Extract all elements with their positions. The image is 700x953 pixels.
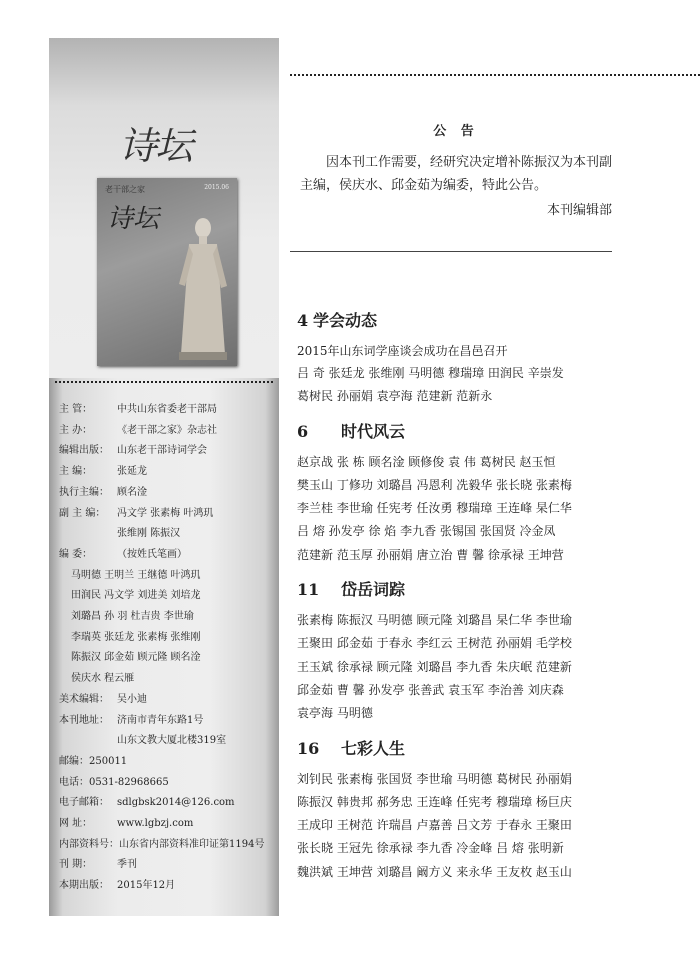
credit-address-cont: 山东文教大厦北楼319室 (117, 735, 227, 747)
credit-issue-date: 本期出版： 2015年12月 (59, 880, 176, 892)
credit-sponsor: 主 办： 《老干部之家》杂志社 (59, 424, 217, 436)
board-line: 田润民 冯文学 刘进美 刘培龙 (71, 590, 201, 602)
board-line: 刘璐昌 孙 羽 杜吉贵 李世瑜 (71, 611, 194, 623)
announcement-body: 因本刊工作需要，经研究决定增补陈振汉为本刊副主编，侯庆水、邱金茹为编委，特此公告。 (300, 155, 613, 193)
credit-permit: 内部资料号：山东省内部资料准印证第1194号 (59, 838, 265, 850)
statue-figure-icon (175, 214, 231, 364)
table-of-contents (297, 308, 637, 894)
credit-supervisor: 主 管： 中共山东省委老干部局 (59, 404, 217, 415)
toc-authors-line: 赵京战 张 栋 顾名淦 顾修俊 袁 伟 葛树民 赵玉恒 (297, 454, 556, 469)
board-line: 马明德 王明兰 王继德 叶鸿玑 (71, 569, 201, 581)
toc-authors-line: 袁亭海 马明德 (297, 706, 373, 721)
toc-section (297, 736, 637, 884)
cover-title: 诗坛 (107, 204, 160, 234)
toc-authors-line: 范建新 范玉厚 孙丽娟 唐立治 曹 馨 徐承禄 王坤营 (297, 547, 564, 562)
toc-section-heading: 11 岱岳词踪 (297, 580, 406, 600)
toc-authors-line: 吕 熔 孙发亭 徐 焰 李九香 张锡国 张国贤 冷金凤 (297, 524, 556, 539)
credit-email: 电子邮箱： sdlgbsk2014@126.com (59, 797, 235, 809)
credit-exec-editor: 执行主编： 顾名淦 (59, 486, 147, 498)
toc-section (297, 419, 637, 567)
board-line: 陈振汉 邱金茹 顾元隆 顾名淦 (71, 652, 201, 664)
cover-image (97, 178, 237, 366)
cover-issue: 2015.06 (204, 184, 229, 191)
credit-editor: 主 编： 张延龙 (59, 466, 147, 478)
toc-authors-line: 王聚田 邱金茹 于春永 李红云 王树范 孙丽娟 毛学校 (297, 636, 572, 651)
announcement (300, 120, 612, 218)
toc-authors-line: 张素梅 陈振汉 马明德 顾元隆 刘璐昌 杲仁华 李世瑜 (297, 613, 572, 628)
magazine-logo: 诗坛 (119, 124, 192, 168)
credit-address: 本刊地址： 济南市青年东路1号 (59, 714, 204, 726)
toc-section-heading: 16 七彩人生 (297, 738, 406, 758)
masthead-credits (59, 400, 274, 897)
top-divider (290, 74, 700, 76)
credit-deputy-cont: 张维刚 陈振汉 (117, 528, 181, 540)
announcement-rule (290, 251, 612, 252)
toc-authors-line: 魏洪斌 王坤营 刘璐昌 阚方义 来永华 王友枚 赵玉山 (297, 864, 572, 879)
sidebar (49, 38, 279, 916)
toc-section-heading: 6 时代风云 (297, 421, 406, 441)
toc-authors-line: 陈振汉 韩贵邦 郝务忠 王连峰 任宪考 穆瑞璋 杨巨庆 (297, 794, 572, 809)
credit-phone: 电话：0531-82968665 (59, 776, 169, 788)
toc-authors-line: 吕 奇 张廷龙 张维刚 马明德 穆瑞璋 田润民 辛崇发 (297, 366, 564, 380)
sidebar-divider (55, 381, 273, 383)
toc-authors-line: 刘钊民 张素梅 张国贤 李世瑜 马明德 葛树民 孙丽娟 (297, 771, 572, 786)
credit-board: 编 委： （按姓氏笔画） (59, 548, 187, 560)
credit-publisher: 编辑出版： 山东老干部诗词学会 (59, 445, 207, 457)
toc-authors-line: 李兰桂 李世瑜 任宪考 任汝勇 穆瑞璋 王连峰 杲仁华 (297, 501, 572, 516)
toc-authors-line: 王成印 王树范 许瑞昌 卢嘉善 吕文芳 于春永 王聚田 (297, 818, 572, 833)
board-line: 李瑞英 张廷龙 张素梅 张维刚 (71, 631, 201, 643)
board-line: 侯庆水 程云雁 (71, 673, 135, 685)
credit-deputy: 副 主 编： 冯文学 张素梅 叶鸿玑 (59, 507, 214, 519)
credit-website: 网 址： www.lgbzj.com (59, 818, 194, 830)
credit-period: 刊 期： 季刊 (59, 859, 137, 871)
toc-authors-line: 樊玉山 丁修功 刘璐昌 冯恩利 冼毅华 张长晓 张素梅 (297, 477, 572, 492)
announcement-title: 公 告 (433, 124, 479, 139)
toc-section (297, 577, 637, 725)
toc-section (297, 308, 637, 409)
toc-authors-line: 张长晓 王冠先 徐承禄 李九香 冷金峰 吕 熔 张明新 (297, 841, 564, 856)
toc-authors-line: 王玉斌 徐承禄 顾元隆 刘璐昌 李九香 朱庆岷 范建新 (297, 659, 572, 674)
credit-zip: 邮编：250011 (59, 755, 128, 767)
toc-section-heading: 4 学会动态 (297, 311, 378, 330)
announcement-signature: 本刊编辑部 (546, 203, 612, 218)
toc-authors-line: 葛树民 孙丽娟 袁亭海 范建新 范新永 (297, 389, 493, 404)
toc-authors-line: 邱金茹 曹 馨 孙发亭 张善武 袁玉军 李治善 刘庆森 (297, 682, 564, 697)
cover-brand: 老干部之家 (105, 185, 145, 194)
credit-art-editor: 美术编辑： 吴小迪 (59, 693, 147, 705)
toc-article-title: 2015年山东词学座谈会成功在昌邑召开 (297, 344, 508, 358)
